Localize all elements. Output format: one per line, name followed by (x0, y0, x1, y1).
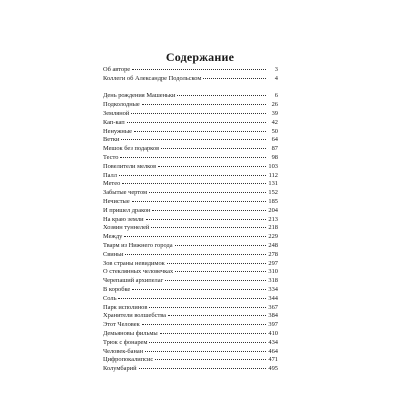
toc-entry-page: 3 (274, 66, 278, 73)
toc-entry-title: Забытые чертом (103, 189, 148, 197)
toc-dot-leader (132, 201, 266, 202)
toc-entry-page: 26 (271, 101, 278, 109)
toc-dot-leader (149, 307, 266, 308)
toc-dot-leader (149, 342, 266, 343)
toc-entry-title: Черепаший архипелаг (103, 277, 164, 285)
toc-entry-page: 297 (268, 259, 278, 267)
toc-entry (103, 356, 278, 365)
toc-entry (103, 365, 278, 374)
toc-entry (103, 233, 278, 242)
toc-entry-title: Ненужные (103, 127, 132, 135)
toc-entry-page: 344 (268, 294, 278, 302)
toc-entry (103, 128, 278, 137)
toc-entry-title: Этот Человек (103, 321, 140, 329)
toc-entry-page: 152 (268, 189, 278, 197)
toc-dot-leader (132, 289, 266, 290)
toc-entry-title: Коллеги об Александре Подольском (103, 74, 202, 82)
toc-entry-page: 42 (271, 118, 278, 126)
toc-dot-leader (121, 139, 266, 140)
toc-entry (103, 224, 278, 233)
toc-entry-title: Свиньи (103, 250, 124, 258)
toc-entry-title: На краю земли (103, 215, 144, 223)
toc-dot-leader (160, 333, 266, 334)
toc-entry (103, 92, 278, 101)
toc-entry-title: Мешок без подарков (103, 145, 160, 153)
toc-entry (103, 295, 278, 304)
toc-dot-leader (165, 280, 266, 281)
toc-entry (103, 189, 278, 198)
toc-entry-page: 248 (268, 241, 278, 249)
toc-dot-leader (167, 263, 266, 264)
toc-dot-leader (127, 122, 266, 123)
toc-entry (103, 304, 278, 313)
toc-entry-title: О стеклянных человечках (103, 268, 174, 276)
toc-entry-title: И пришел дракон (103, 206, 151, 214)
toc-dot-leader (134, 131, 266, 132)
toc-dot-leader (145, 351, 266, 352)
toc-entry (103, 163, 278, 172)
toc-entry-title: Соль (103, 294, 117, 302)
toc-entry-title: Метео (103, 180, 121, 188)
toc-entry (103, 286, 278, 295)
toc-entry-title: Кап-кап (103, 118, 125, 126)
toc-dot-leader (118, 298, 266, 299)
toc-entry-title: Цифропокалипсис (103, 356, 154, 364)
toc-dot-leader (139, 368, 266, 369)
page-title: Содержание (165, 50, 235, 64)
toc-dot-leader (177, 95, 266, 96)
toc-entry (103, 242, 278, 251)
toc-entry-title: Об авторе (103, 66, 131, 73)
toc-dot-leader (146, 219, 266, 220)
toc-entry-page: 495 (268, 365, 278, 373)
toc-entry-page: 112 (268, 171, 278, 179)
toc-spacer (103, 84, 278, 93)
toc-entry (103, 145, 278, 154)
toc-entry-page: 464 (268, 347, 278, 355)
toc-entry (103, 277, 278, 286)
toc-entry-title: Парк исполинов (103, 303, 148, 311)
toc-entry-page: 64 (271, 136, 278, 144)
toc-entry (103, 66, 278, 75)
toc-entry (103, 110, 278, 119)
toc-entry-page: 87 (271, 145, 278, 153)
toc-dot-leader (122, 183, 266, 184)
toc-entry-page: 434 (268, 338, 278, 346)
table-of-contents (103, 66, 278, 374)
toc-entry-title: Повелители мелков (103, 162, 157, 170)
toc-entry-page: 278 (268, 250, 278, 258)
toc-entry-page: 103 (268, 162, 278, 170)
toc-entry-title: Нечистые (103, 197, 130, 205)
toc-entry (103, 119, 278, 128)
toc-entry (103, 101, 278, 110)
toc-dot-leader (142, 104, 266, 105)
toc-entry-page: 318 (268, 277, 278, 285)
toc-dot-leader (203, 78, 266, 79)
toc-entry-page: 213 (268, 215, 278, 223)
toc-entry (103, 330, 278, 339)
toc-entry (103, 312, 278, 321)
toc-entry-page: 229 (268, 233, 278, 241)
toc-entry (103, 339, 278, 348)
toc-entry-title: Между (103, 233, 123, 241)
toc-entry-page: 384 (268, 312, 278, 320)
toc-entry (103, 348, 278, 357)
toc-entry-page: 367 (268, 303, 278, 311)
toc-entry-page: 204 (268, 206, 278, 214)
toc-entry (103, 207, 278, 216)
toc-dot-leader (125, 254, 266, 255)
toc-dot-leader (175, 271, 266, 272)
toc-entry-title: Хозяин туннелей (103, 224, 150, 232)
toc-dot-leader (149, 192, 266, 193)
toc-entry-title: Колумбарий (103, 365, 137, 373)
toc-entry-title: Хранители волшебства (103, 312, 167, 320)
toc-entry-page: 334 (268, 285, 278, 293)
toc-entry (103, 321, 278, 330)
toc-entry-page: 98 (271, 153, 278, 161)
toc-entry (103, 172, 278, 181)
toc-entry-page: 6 (274, 92, 278, 100)
toc-entry-title: Зов страны невидимок (103, 259, 165, 267)
toc-dot-leader (158, 166, 266, 167)
toc-dot-leader (119, 175, 266, 176)
toc-entry-page: 397 (268, 321, 278, 329)
toc-dot-leader (151, 227, 266, 228)
toc-entry-title: Человек-банан (103, 347, 144, 355)
toc-dot-leader (155, 359, 266, 360)
toc-entry (103, 216, 278, 225)
toc-entry (103, 198, 278, 207)
toc-entry (103, 268, 278, 277)
toc-entry-title: Тварм из Нижнего города (103, 241, 173, 249)
toc-entry (103, 136, 278, 145)
toc-entry-page: 410 (268, 329, 278, 337)
toc-dot-leader (152, 210, 266, 211)
toc-entry-page: 4 (274, 74, 278, 82)
toc-dot-leader (175, 245, 266, 246)
toc-entry-title: Земляной (103, 109, 130, 117)
toc-dot-leader (131, 113, 266, 114)
toc-dot-leader (161, 148, 266, 149)
toc-dot-leader (132, 69, 266, 70)
toc-entry (103, 75, 278, 84)
toc-entry (103, 251, 278, 260)
toc-entry-page: 310 (268, 268, 278, 276)
toc-entry-title: Ветки (103, 136, 120, 144)
toc-entry-title: Демьяновы фильмы (103, 329, 158, 337)
toc-entry-page: 471 (268, 356, 278, 364)
toc-entry-title: Трюк с фонарем (103, 338, 148, 346)
toc-entry-page: 131 (268, 180, 278, 188)
toc-entry (103, 260, 278, 269)
toc-dot-leader (120, 157, 266, 158)
toc-entry-title: Тесто (103, 153, 119, 161)
toc-entry (103, 154, 278, 163)
toc-entry-page: 185 (268, 197, 278, 205)
toc-entry-page: 39 (271, 109, 278, 117)
toc-dot-leader (142, 324, 266, 325)
toc-entry-title: В коробке (103, 285, 131, 293)
toc-dot-leader (168, 315, 266, 316)
toc-dot-leader (124, 236, 266, 237)
toc-entry-title: Палл (103, 171, 117, 179)
toc-entry-page: 50 (271, 127, 278, 135)
toc-entry-title: Подколодные (103, 101, 140, 109)
toc-entry-page: 218 (268, 224, 278, 232)
toc-entry (103, 180, 278, 189)
toc-entry-title: День рождения Машеньки (103, 92, 176, 100)
